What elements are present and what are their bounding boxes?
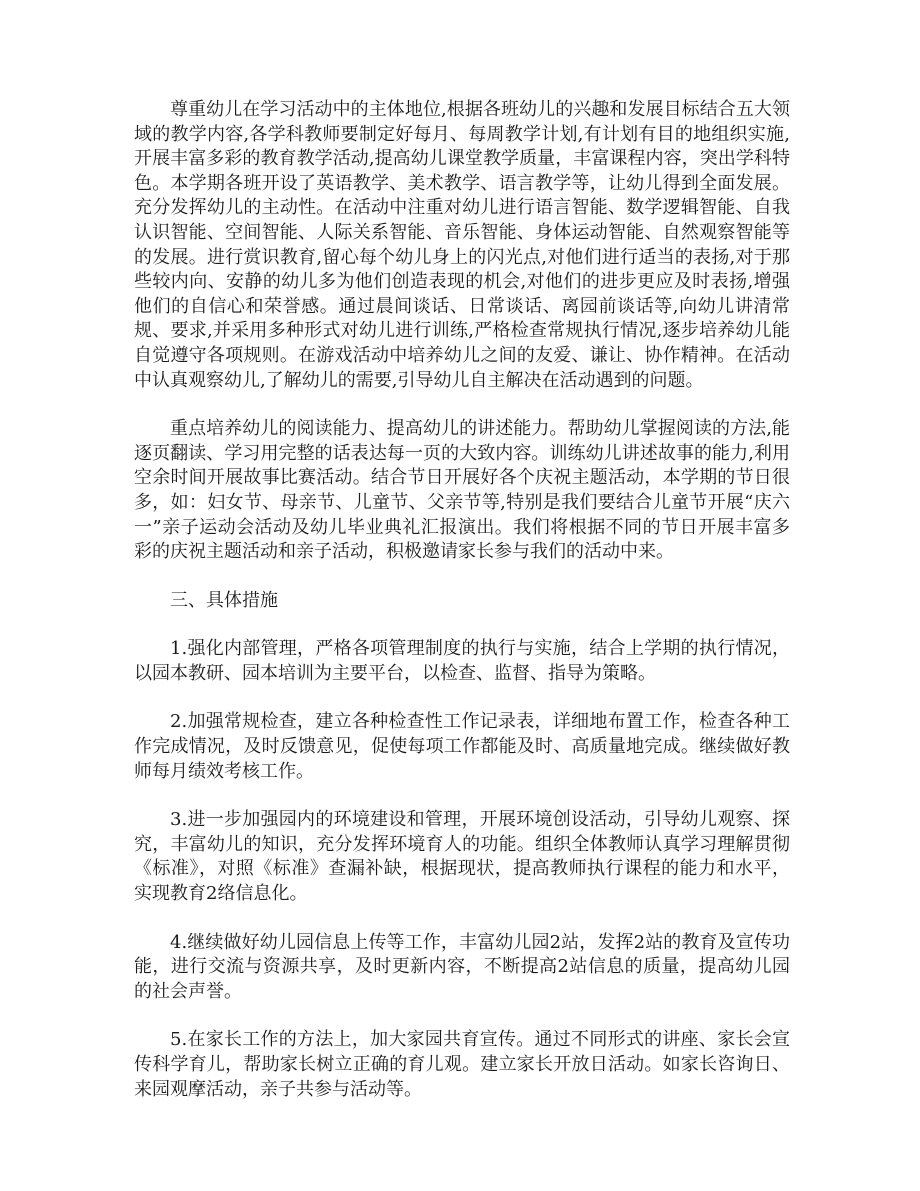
measure-item-1: 1.强化内部管理，严格各项管理制度的执行与实施，结合上学期的执行情况，以园本教研、园本培训为主要平台，以检查、监督、指导为策略。: [134, 638, 790, 684]
paragraph-reading-ability: 重点培养幼儿的阅读能力、提高幼儿的讲述能力。帮助幼儿掌握阅读的方法,能逐页翻读、学习用完整的话表达每一页的大致内容。训练幼儿讲述故事的能力,利用空余时间开展故事比赛活动。结合节日开展好各个庆祝主题活动，本学期的节日很多，如：妇女节、母亲节、儿童节、父亲节等,特别是我们要结合儿童节开展“庆六一”亲子运动会活动及幼儿毕业典礼汇报演出。我们将根据不同的节日开展丰富多彩的庆祝主题活动和亲子活动，积极邀请家长参与我们的活动中来。: [134, 418, 790, 563]
measure-item-5: 5.在家长工作的方法上，加大家园共育宣传。通过不同形式的讲座、家长会宣传科学育儿，帮助家长树立正确的育儿观。建立家长开放日活动。如家长咨询日、来园观摩活动，亲子共参与活动等。: [134, 1029, 790, 1100]
measure-item-2: 2.加强常规检查，建立各种检查性工作记录表，详细地布置工作，检查各种工作完成情况，及时反馈意见，促使每项工作都能及时、高质量地完成。继续做好教师每月绩效考核工作。: [134, 711, 790, 782]
paragraph-teaching-activities: 尊重幼儿在学习活动中的主体地位,根据各班幼儿的兴趣和发展目标结合五大领域的教学内容,各学科教师要制定好每月、每周教学计划,有计划有目的地组织实施,开展丰富多彩的教育教学活动,提高幼儿课堂教学质量，丰富课程内容，突出学科特色。本学期各班开设了英语教学、美术教学、语言教学等，让幼儿得到全面发展。充分发挥幼儿的主动性。在活动中注重对幼儿进行语言智能、数学逻辑智能、自我认识智能、空间智能、人际关系智能、音乐智能、身体运动智能、自然观察智能等的发展。进行赏识教育,留心每个幼儿身上的闪光点,对他们进行适当的表扬,对于那些较内向、安静的幼儿多为他们创造表现的机会,对他们的进步更应及时表扬,增强他们的自信心和荣誉感。通过晨间谈话、日常谈话、离园前谈话等,向幼儿讲清常规、要求,并采用多种形式对幼儿进行训练,严格检查常规执行情况,逐步培养幼儿能自觉遵守各项规则。在游戏活动中培养幼儿之间的友爱、谦让、协作精神。在活动中认真观察幼儿,了解幼儿的需要,引导幼儿自主解决在活动遇到的问题。: [134, 99, 790, 391]
document-body: [134, 98, 790, 1126]
section-heading-measures: 三、具体措施: [170, 589, 278, 611]
measure-item-4: 4.继续做好幼儿园信息上传等工作，丰富幼儿园2站，发挥2站的教育及宣传功能，进行交流与资源共享，及时更新内容，不断提高2站信息的质量，提高幼儿园的社会声誉。: [134, 931, 790, 1002]
measure-item-3: 3.进一步加强园内的环境建设和管理，开展环境创设活动，引导幼儿观察、探究，丰富幼儿的知识，充分发挥环境育人的功能。组织全体教师认真学习理解贯彻《标准》，对照《标准》查漏补缺，根据现状，提高教师执行课程的能力和水平，实现教育2络信息化。: [134, 809, 790, 905]
